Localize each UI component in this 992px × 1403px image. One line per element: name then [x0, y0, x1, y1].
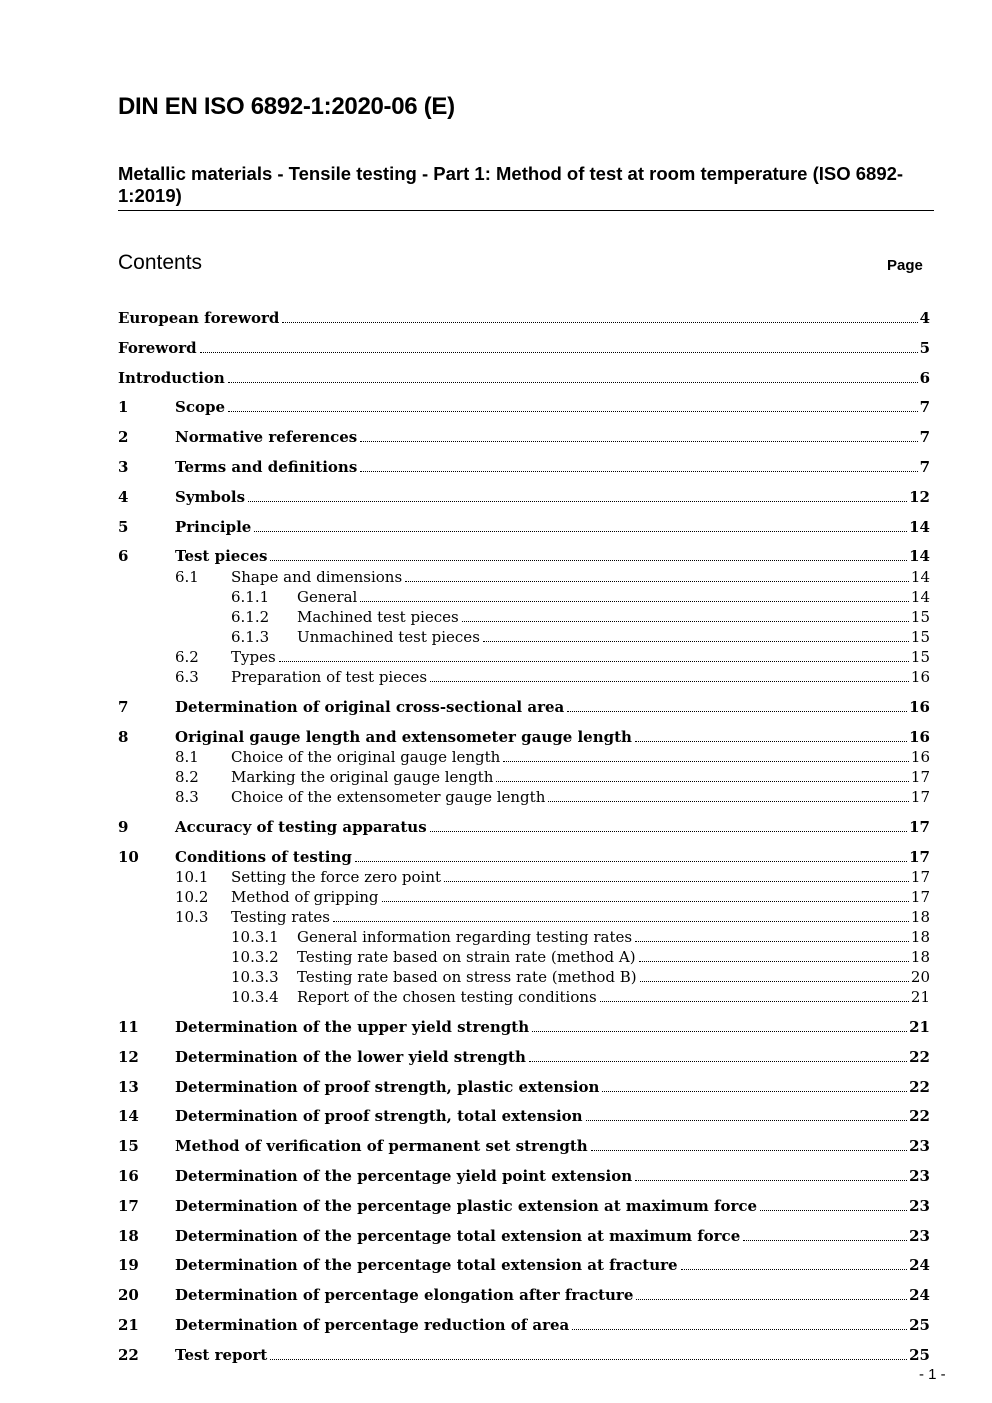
toc-entry-title: Determination of proof strength, plastic extension [175, 1077, 600, 1096]
toc-entry-number: 11 [118, 1018, 139, 1036]
toc-entry-page: 16 [910, 668, 930, 686]
toc-entry-title: Determination of percentage elongation after fracture [175, 1286, 634, 1305]
toc-entry-title: Symbols [175, 487, 246, 506]
toc-entry[interactable] [118, 1315, 930, 1335]
toc-entry-title: Principle [175, 517, 252, 536]
toc-dot-leader [635, 1180, 907, 1181]
toc-entry-number: 22 [118, 1345, 139, 1364]
toc-entry-page: 7 [919, 458, 930, 476]
toc-entry-title: Unmachined test pieces [297, 627, 480, 646]
toc-dot-leader [248, 501, 907, 502]
toc-entry[interactable] [118, 847, 930, 867]
toc-entry-page: 14 [910, 567, 930, 586]
toc-entry-number: 1 [118, 398, 129, 417]
toc-entry-number: 10.2 [175, 887, 209, 906]
toc-entry-title: Choice of the extensometer gauge length [231, 787, 546, 806]
toc-entry[interactable] [118, 817, 930, 837]
toc-entry-number: 10.3.3 [231, 968, 279, 987]
toc-dot-leader [360, 471, 917, 472]
toc-entry-title: Accuracy of testing apparatus [175, 817, 427, 836]
toc-entry-page: 14 [909, 547, 930, 566]
toc-dot-leader [640, 981, 909, 982]
toc-entry-title: Testing rate based on strain rate (method A) [297, 948, 636, 966]
toc-entry[interactable] [118, 427, 930, 447]
toc-entry[interactable] [118, 487, 930, 507]
toc-entry[interactable] [118, 607, 930, 627]
document-title: DIN EN ISO 6892-1:2020-06 (E) [118, 93, 455, 120]
toc-entry-title: Choice of the original gauge length [231, 747, 501, 766]
toc-entry[interactable] [118, 308, 930, 328]
toc-entry-number: 3 [118, 458, 129, 476]
toc-entry[interactable] [118, 1226, 930, 1246]
toc-entry-page: 17 [910, 867, 930, 886]
toc-entry-page: 22 [909, 1077, 930, 1096]
toc-entry-page: 20 [910, 968, 930, 987]
toc-entry-number: 9 [118, 817, 129, 836]
toc-entry-title: Introduction [118, 368, 225, 387]
toc-entry-number: 17 [118, 1196, 139, 1215]
toc-dot-leader [572, 1329, 907, 1330]
toc-entry[interactable] [118, 1136, 930, 1156]
toc-entry[interactable] [118, 697, 930, 717]
toc-entry-page: 21 [910, 988, 930, 1007]
toc-entry-number: 10.3.1 [231, 927, 279, 946]
toc-entry-title: Test report [175, 1345, 268, 1364]
toc-entry-page: 17 [910, 887, 930, 906]
toc-entry-page: 24 [909, 1256, 930, 1275]
toc-entry[interactable] [118, 1166, 930, 1186]
toc-dot-leader [483, 641, 909, 642]
toc-entry-number: 16 [118, 1167, 139, 1185]
toc-entry[interactable] [118, 787, 930, 807]
toc-entry-page: 7 [919, 428, 930, 447]
toc-entry-page: 17 [909, 847, 930, 866]
toc-entry-title: Determination of the percentage plastic extension at maximum force [175, 1196, 758, 1215]
toc-entry[interactable] [118, 587, 930, 607]
toc-entry-title: Original gauge length and extensometer gauge length [175, 727, 632, 746]
toc-entry-page: 17 [909, 817, 930, 836]
toc-dot-leader [681, 1269, 908, 1270]
toc-entry-page: 24 [909, 1286, 930, 1305]
toc-entry-title: Setting the force zero point [231, 867, 442, 886]
toc-dot-leader [228, 411, 918, 412]
toc-entry[interactable] [118, 767, 930, 787]
toc-entry[interactable] [118, 368, 930, 388]
toc-dot-leader [405, 581, 909, 582]
toc-entry[interactable] [118, 627, 930, 647]
toc-entry-number: 6.1.1 [231, 587, 270, 606]
toc-entry-title: Determination of the upper yield strength [175, 1018, 530, 1036]
toc-entry-page: 5 [919, 338, 930, 357]
toc-dot-leader [430, 681, 909, 682]
toc-entry-number: 10.3.2 [231, 948, 279, 966]
toc-entry[interactable] [118, 927, 930, 947]
footer-page-number: - 1 - [919, 1366, 946, 1383]
toc-dot-leader [532, 1031, 907, 1032]
toc-entry-number: 6.1.3 [231, 627, 270, 646]
toc-entry[interactable] [118, 647, 930, 667]
toc-dot-leader [586, 1120, 908, 1121]
toc-entry-number: 5 [118, 517, 129, 536]
toc-dot-leader [636, 1299, 907, 1300]
toc-entry-title: Report of the chosen testing conditions [297, 988, 597, 1007]
toc-entry-number: 19 [118, 1256, 139, 1275]
toc-entry[interactable] [118, 397, 930, 417]
toc-entry-number: 6.1 [175, 567, 199, 586]
toc-dot-leader [333, 921, 909, 922]
toc-dot-leader [360, 601, 909, 602]
toc-dot-leader [635, 741, 907, 742]
toc-dot-leader [635, 941, 909, 942]
toc-entry-number: 4 [118, 487, 129, 506]
toc-entry-title: Testing rates [231, 907, 330, 926]
toc-dot-leader [743, 1240, 907, 1241]
toc-entry[interactable] [118, 1047, 930, 1067]
toc-dot-leader [430, 831, 907, 832]
toc-dot-leader [591, 1150, 907, 1151]
toc-entry-page: 14 [910, 587, 930, 606]
toc-entry-number: 20 [118, 1286, 139, 1305]
toc-entry[interactable] [118, 907, 930, 927]
toc-entry-page: 14 [909, 517, 930, 536]
toc-entry[interactable] [118, 1017, 930, 1037]
toc-dot-leader [254, 531, 907, 532]
toc-entry-title: General information regarding testing rates [297, 927, 633, 946]
toc-entry-title: Determination of the lower yield strength [175, 1047, 526, 1066]
toc-entry-page: 15 [910, 647, 930, 666]
toc-dot-leader [360, 441, 917, 442]
toc-entry[interactable] [118, 1106, 930, 1126]
toc-entry-page: 4 [919, 309, 930, 327]
toc-entry-page: 23 [909, 1226, 930, 1245]
toc-entry[interactable] [118, 747, 930, 767]
toc-entry-number: 14 [118, 1107, 139, 1126]
toc-entry[interactable] [118, 947, 930, 967]
toc-entry-title: Foreword [118, 338, 197, 357]
toc-entry[interactable] [118, 1285, 930, 1305]
toc-entry-number: 21 [118, 1316, 139, 1334]
page-column-label: Page [887, 257, 923, 274]
toc-entry-page: 15 [910, 627, 930, 646]
toc-entry-page: 23 [909, 1167, 930, 1185]
toc-dot-leader [503, 761, 909, 762]
toc-dot-leader [228, 382, 918, 383]
toc-entry[interactable] [118, 727, 930, 747]
toc-entry-page: 15 [910, 607, 930, 626]
toc-entry-title: Test pieces [175, 547, 268, 566]
toc-dot-leader [548, 801, 909, 802]
toc-dot-leader [567, 711, 907, 712]
toc-entry-title: Determination of the percentage total extension at maximum force [175, 1226, 741, 1245]
toc-entry-number: 6.3 [175, 668, 199, 686]
toc-entry-number: 2 [118, 428, 129, 447]
toc-entry-title: Scope [175, 398, 226, 417]
toc-entry[interactable] [118, 987, 930, 1007]
toc-entry-number: 13 [118, 1077, 139, 1096]
toc-entry[interactable] [118, 546, 930, 566]
toc-entry-number: 10 [118, 847, 139, 866]
toc-entry-title: Marking the original gauge length [231, 767, 494, 786]
toc-entry-number: 10.1 [175, 867, 209, 886]
toc-dot-leader [279, 661, 909, 662]
toc-entry-title: Determination of original cross-sectional area [175, 697, 565, 716]
toc-dot-leader [639, 961, 909, 962]
toc-dot-leader [444, 881, 909, 882]
toc-entry-number: 8.3 [175, 787, 199, 806]
toc-entry[interactable] [118, 457, 930, 477]
toc-entry-title: European foreword [118, 309, 280, 327]
toc-entry-title: Types [231, 647, 276, 666]
table-of-contents [118, 0, 930, 1403]
toc-entry-title: Testing rate based on stress rate (method B) [297, 968, 637, 987]
toc-entry[interactable] [118, 517, 930, 537]
toc-dot-leader [355, 861, 907, 862]
toc-entry[interactable] [118, 567, 930, 587]
toc-dot-leader [600, 1001, 909, 1002]
contents-heading: Contents [118, 251, 203, 274]
toc-dot-leader [496, 781, 909, 782]
toc-entry-page: 18 [910, 948, 930, 966]
toc-entry-page: 16 [909, 697, 930, 716]
toc-entry-title: Conditions of testing [175, 847, 352, 866]
document-subtitle: Metallic materials - Tensile testing - Part 1: Method of test at room temperature (ISO 6892-1:2019) [118, 163, 904, 206]
toc-entry-title: Machined test pieces [297, 607, 459, 626]
toc-entry-title: General [297, 587, 358, 606]
toc-entry-number: 15 [118, 1137, 139, 1156]
toc-dot-leader [462, 621, 909, 622]
toc-entry-number: 10.3.4 [231, 988, 279, 1007]
toc-entry-title: Preparation of test pieces [231, 668, 428, 686]
toc-dot-leader [200, 352, 918, 353]
toc-entry-number: 6.1.2 [231, 607, 270, 626]
toc-entry-page: 12 [909, 487, 930, 506]
toc-entry-title: Method of verification of permanent set strength [175, 1137, 588, 1156]
toc-entry-title: Normative references [175, 428, 358, 447]
toc-entry-page: 25 [909, 1345, 930, 1364]
toc-entry[interactable] [118, 1196, 930, 1216]
toc-entry[interactable] [118, 967, 930, 987]
toc-dot-leader [270, 560, 907, 561]
toc-entry-page: 17 [910, 787, 930, 806]
toc-entry[interactable] [118, 1077, 930, 1097]
toc-entry-page: 22 [909, 1107, 930, 1126]
toc-entry-page: 18 [910, 927, 930, 946]
toc-dot-leader [382, 901, 909, 902]
toc-entry-page: 7 [919, 398, 930, 417]
toc-entry-number: 18 [118, 1226, 139, 1245]
toc-entry-page: 16 [909, 727, 930, 746]
toc-entry-title: Determination of the percentage total extension at fracture [175, 1256, 678, 1275]
toc-entry-title: Shape and dimensions [231, 567, 403, 586]
toc-entry-number: 10.3 [175, 907, 209, 926]
toc-entry-title: Determination of the percentage yield point extension [175, 1167, 633, 1185]
toc-entry-number: 7 [118, 697, 129, 716]
toc-entry-number: 6 [118, 547, 129, 566]
toc-entry-page: 6 [919, 368, 930, 387]
toc-entry-title: Determination of percentage reduction of area [175, 1316, 570, 1334]
toc-entry-page: 22 [909, 1047, 930, 1066]
toc-entry[interactable] [118, 667, 930, 687]
toc-dot-leader [270, 1359, 907, 1360]
toc-entry[interactable] [118, 867, 930, 887]
toc-entry-page: 25 [909, 1316, 930, 1334]
toc-entry-page: 17 [910, 767, 930, 786]
toc-entry[interactable] [118, 338, 930, 358]
toc-entry-number: 6.2 [175, 647, 199, 666]
toc-entry-number: 8.2 [175, 767, 199, 786]
toc-entry-page: 16 [910, 747, 930, 766]
toc-entry-page: 23 [909, 1137, 930, 1156]
toc-dot-leader [602, 1091, 907, 1092]
toc-entry-page: 18 [910, 907, 930, 926]
toc-entry-title: Determination of proof strength, total extension [175, 1107, 583, 1126]
toc-entry-title: Terms and definitions [175, 458, 358, 476]
toc-entry[interactable] [118, 1345, 930, 1365]
toc-dot-leader [282, 322, 917, 323]
toc-entry-page: 23 [909, 1196, 930, 1215]
toc-entry-number: 8.1 [175, 747, 199, 766]
toc-entry-title: Method of gripping [231, 887, 379, 906]
toc-entry[interactable] [118, 887, 930, 907]
toc-entry-page: 21 [909, 1018, 930, 1036]
toc-entry[interactable] [118, 1255, 930, 1275]
toc-dot-leader [529, 1061, 907, 1062]
toc-dot-leader [760, 1210, 907, 1211]
toc-entry-number: 12 [118, 1047, 139, 1066]
toc-entry-number: 8 [118, 727, 129, 746]
